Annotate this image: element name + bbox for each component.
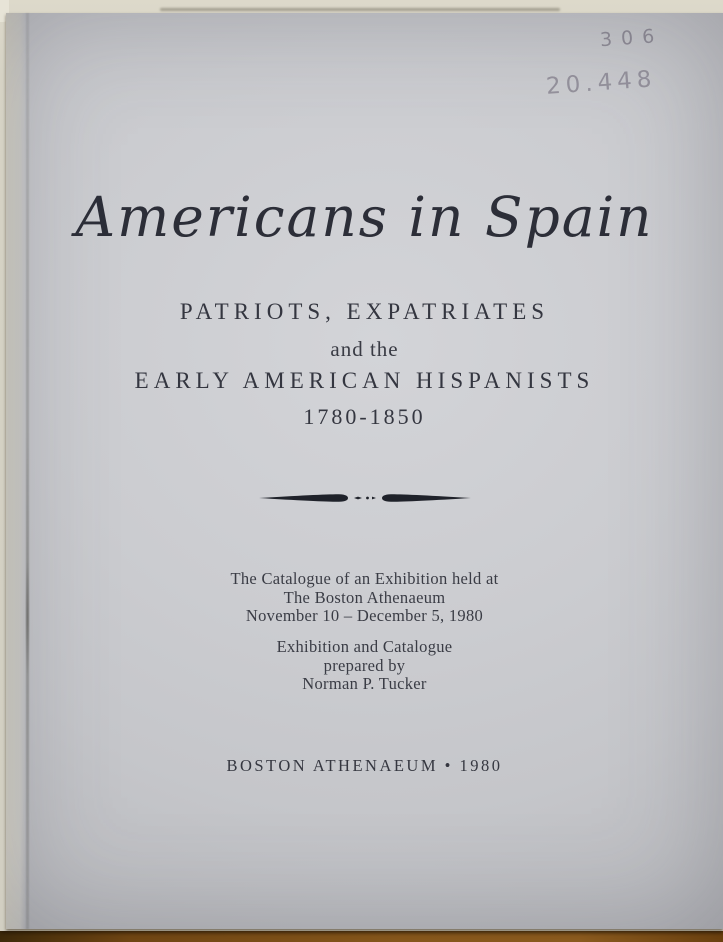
handwritten-accession-top: 306: [599, 24, 664, 52]
imprint-line: BOSTON ATHENAEUM • 1980: [226, 756, 503, 775]
credits-line-1: Exhibition and Catalogue: [276, 637, 453, 656]
credits-line-3: Norman P. Tucker: [302, 674, 427, 693]
credits-block: [6, 638, 723, 694]
gutter-crease: [26, 13, 29, 929]
exhibition-info-line-3: November 10 – December 5, 1980: [245, 606, 484, 625]
credits-line-2: prepared by: [323, 655, 406, 675]
ornament-row: [6, 490, 723, 508]
subtitle-line-and-the: and the: [330, 337, 399, 361]
title-page: [6, 13, 723, 929]
exhibition-info-line-2: The Boston Athenaeum: [283, 587, 446, 607]
photo-vignette: [6, 13, 723, 929]
exhibition-info-line-1: The Catalogue of an Exhibition held at: [230, 569, 499, 588]
subtitle-line-patriots: PATRIOTS, EXPATRIATES: [179, 299, 550, 324]
page-gap-shadow: [160, 8, 560, 11]
subtitle-line-hispanists: EARLY AMERICAN HISPANISTS: [134, 368, 595, 393]
exhibition-info-block: [6, 570, 723, 626]
handwritten-accession-number: 20.448: [545, 66, 658, 100]
book-title: Americans in Spain: [75, 185, 654, 249]
gutter-band: [6, 13, 26, 929]
date-range: 1780-1850: [303, 404, 426, 429]
swelled-rule-ornament: [259, 490, 471, 506]
